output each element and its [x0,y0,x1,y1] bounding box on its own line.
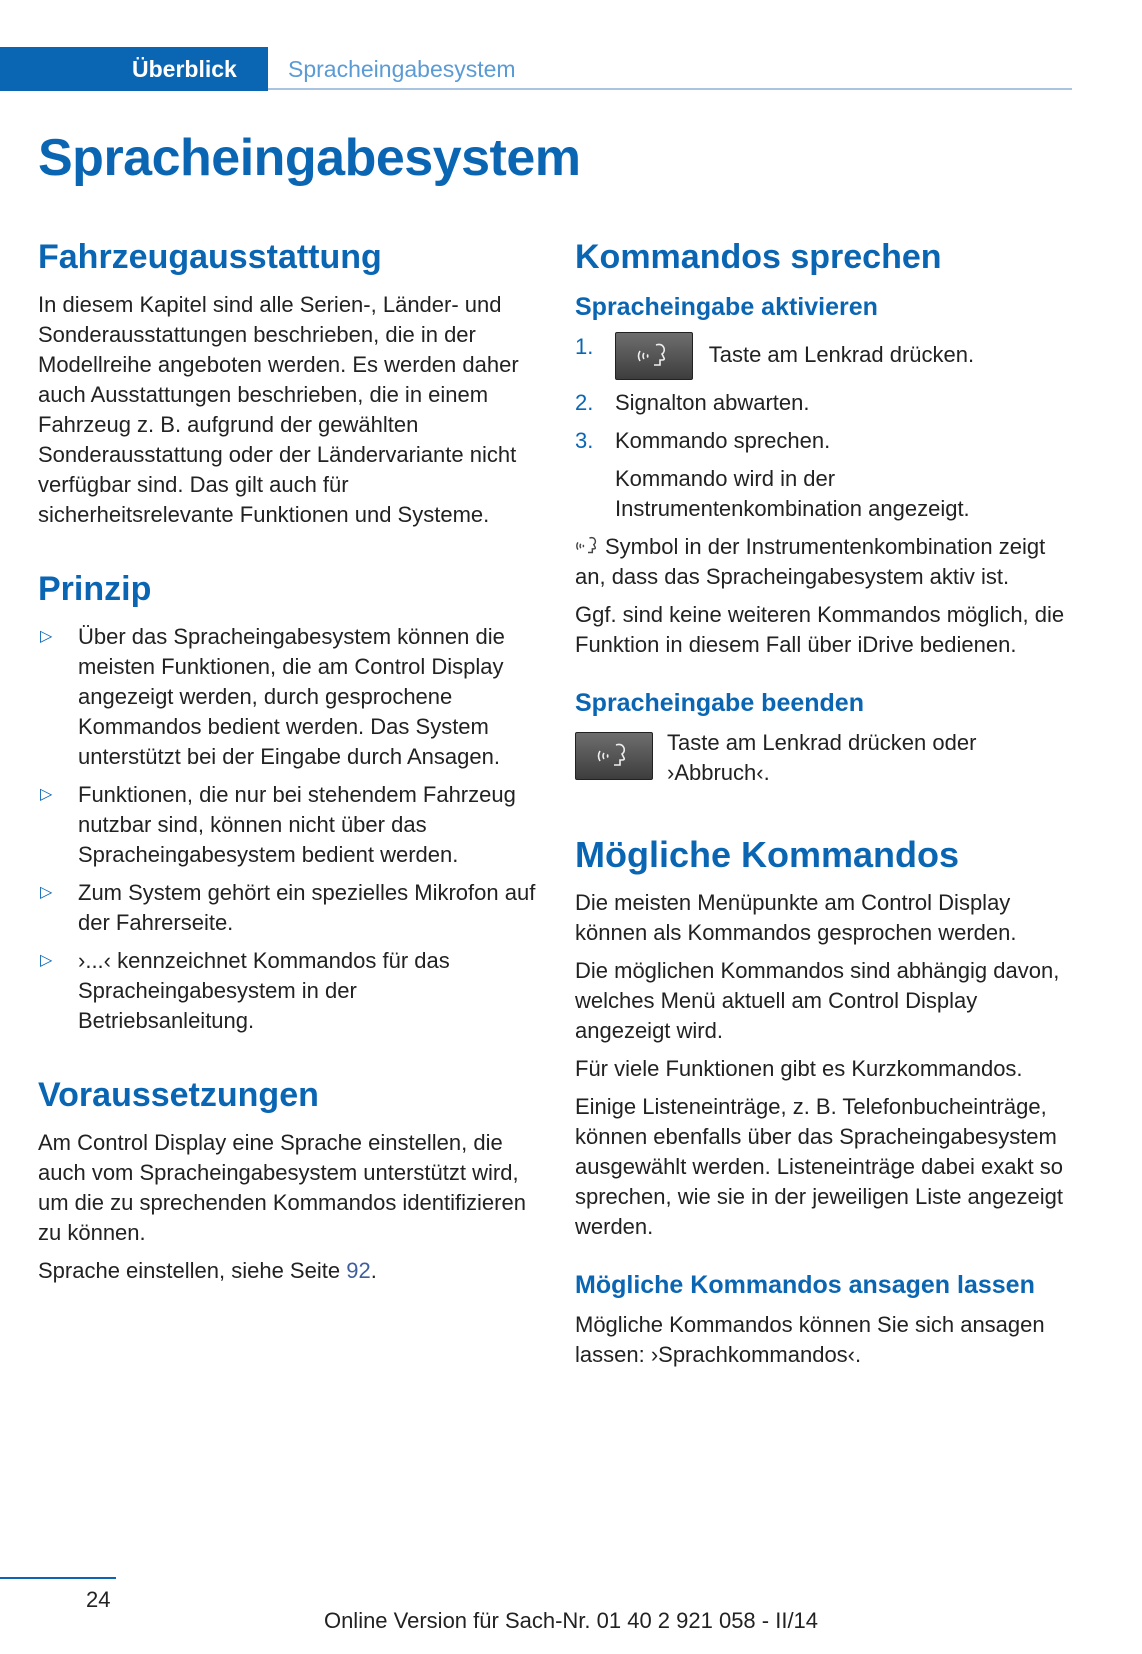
page-reference [38,1256,538,1286]
list-item [38,622,538,772]
section-prinzip [38,568,538,1036]
activation-steps [575,332,1075,524]
left-column [38,236,538,1294]
step-item [575,388,1075,418]
voice-waves-icon [596,741,632,771]
triangle-bullet-icon: ▷ [40,628,53,645]
symbol-paragraph [575,532,1075,592]
paragraph: Die meisten Menüpunkte am Control Display können als Kommandos gesprochen werden. [575,890,1017,945]
footer-text: Online Version für Sach-Nr. 01 40 2 921 058 - II/14 [323,1608,819,1633]
list-item-text: Zum System gehört ein spezielles Mikrofon auf der Fahrerseite. [78,880,536,935]
triangle-bullet-icon: ▷ [40,884,53,901]
paragraph: Die möglichen Kommandos sind abhängig davon, welches Menü aktuell am Control Display angezeigt wird. [575,958,1060,1043]
heading-moegliche-kommandos: Mögliche Kommandos [575,834,960,875]
page-link[interactable]: 92 [346,1258,371,1283]
right-column [575,236,1075,1378]
text-fahrzeugausstattung: In diesem Kapitel sind alle Serien-, Länder- und Sonderausstattungen beschrieben, die in der Modellreihe angeboten werden. Es werden daher auch Ausstattungen beschrieben, die in einem Fahrzeug z. B. aufgrund der gewählten Sonderausstattung oder der Ländervariante nicht verfügbar sind. Das gilt auch für sicherheitsrelevante Funktionen und Systeme. [38,292,519,527]
list-item-text: Funktionen, die nur bei stehendem Fahrzeug nutzbar sind, können nicht über das Spracheingabesystem bedient werden. [78,782,516,867]
heading-fahrzeugausstattung: Fahrzeugausstattung [38,238,382,276]
page-number: 24 [86,1587,111,1612]
section-kommandos-sprechen [575,236,1075,796]
section-voraussetzungen [38,1074,538,1286]
reference-prefix: Sprache einstellen, siehe Seite [38,1258,347,1283]
reference-suffix: . [370,1258,377,1283]
heading-spracheingabe-aktivieren: Spracheingabe aktivieren [575,293,878,321]
voice-waves-icon [636,341,672,371]
paragraph: Einige Listeneinträge, z. B. Telefonbucheinträge, können ebenfalls über das Spracheingabesystem ausgewählt werden. Listeneinträge dabei exakt so sprechen, wie sie in der jeweiligen Liste angezeigt werden. [575,1094,1063,1239]
heading-kommandos-ansagen: Mögliche Kommandos ansagen lassen [575,1271,1035,1299]
step-text: Taste am Lenkrad drücken. [708,341,975,367]
end-text: Taste am Lenkrad drücken oder ›Abbruch‹. [667,730,977,785]
footer-rule [0,1577,116,1579]
symbol-text: Symbol in der Instrumentenkombination zeigt an, dass das Spracheingabesystem aktiv ist. [575,534,1046,589]
section-fahrzeugausstattung [38,236,538,530]
step-number: 2. [575,390,594,415]
header-tab-current[interactable]: Spracheingabesystem [288,56,516,82]
step-number: 1. [575,334,594,359]
header-tab-overview[interactable]: Überblick [132,56,237,82]
page-title: Spracheingabesystem [38,129,581,187]
voice-symbol-icon [575,535,601,557]
heading-spracheingabe-beenden: Spracheingabe beenden [575,689,864,717]
triangle-bullet-icon: ▷ [40,952,53,969]
step-text: Signalton abwarten. [615,390,810,415]
step-item [575,426,1075,524]
heading-prinzip: Prinzip [38,570,152,608]
step-subtext: Kommando wird in der Instrumentenkombination angezeigt. [615,466,970,521]
prinzip-list [38,622,538,1036]
header-rule [268,88,1072,90]
triangle-bullet-icon: ▷ [40,786,53,803]
list-item-text: ›...‹ kennzeichnet Kommandos für das Spracheingabesystem in der Betriebsanleitung. [78,948,450,1033]
ansagen-text: Mögliche Kommandos können Sie sich ansagen lassen: ›Sprachkommandos‹. [575,1312,1045,1367]
list-item [38,780,538,870]
list-item-text: Über das Spracheingabesystem können die meisten Funktionen, die am Control Display angezeigt werden, durch gesprochene Kommandos bedient werden. Das System unterstützt bei der Eingabe durch Ansagen. [78,624,505,769]
list-item [38,878,538,938]
section-moegliche-kommandos [575,834,1075,1370]
end-instruction [575,728,1075,796]
list-item [38,946,538,1036]
text-voraussetzungen: Am Control Display eine Sprache einstellen, die auch vom Spracheingabesystem unterstützt wird, um die zu sprechenden Kommandos identifizieren zu können. [38,1130,526,1245]
step-item [575,332,1075,380]
step-number: 3. [575,428,594,453]
paragraph: Für viele Funktionen gibt es Kurzkommandos. [575,1056,1023,1081]
voice-command-button-icon [575,732,653,780]
idrive-note: Ggf. sind keine weiteren Kommandos möglich, die Funktion in diesem Fall über iDrive bedienen. [575,602,1065,657]
heading-kommandos-sprechen: Kommandos sprechen [575,238,942,276]
voice-command-button-icon [615,332,693,380]
heading-voraussetzungen: Voraussetzungen [38,1076,319,1114]
step-text: Kommando sprechen. [615,428,831,453]
